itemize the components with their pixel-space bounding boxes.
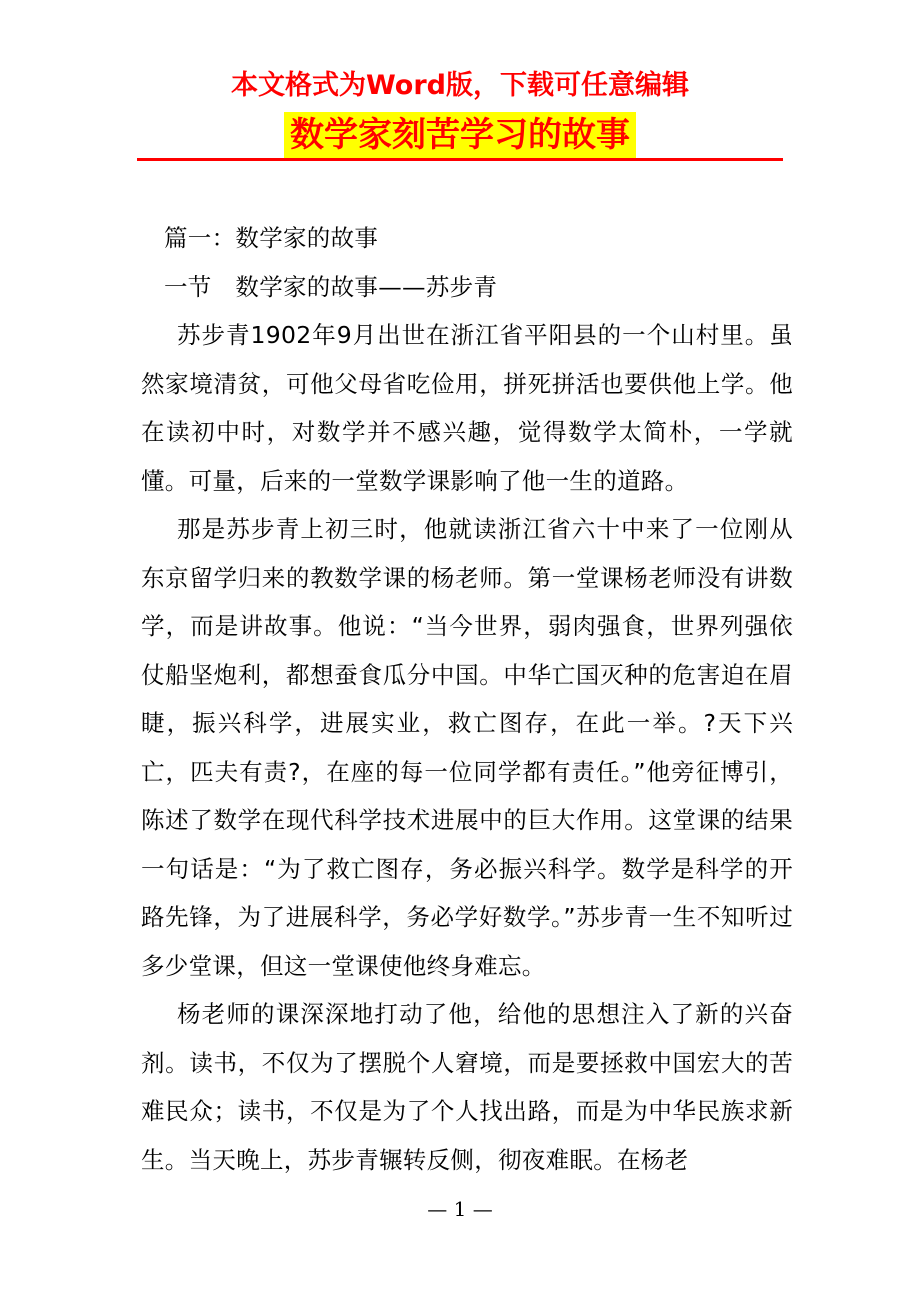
title-container xyxy=(0,112,920,158)
paragraph-2: 那是苏步青上初三时，他就读浙江省六十中来了一位刚从东京留学归来的教数学课的杨老师。第一堂课杨老师没有讲数学，而是讲故事。他说：“当今世界，弱肉强食，世界列强依仗船坚炮利，都想蚕食瓜分中国。中华亡国灭种的危害迫在眉睫，振兴科学，进展实业，救亡图存，在此一举。?天下兴亡，匹夫有责?，在座的每一位同学都有责任。”他旁征博引，陈述了数学在现代科学技术进展中的巨大作用。这堂课的结果一句话是：“为了救亡图存，务必振兴科学。数学是科学的开路先锋，为了进展科学，务必学好数学。”苏步青一生不知听过多少堂课，但这一堂课使他终身难忘。 xyxy=(141,515,793,980)
paragraph-3: 杨老师的课深深地打动了他，给他的思想注入了新的兴奋剂。读书，不仅为了摆脱个人窘境，而是要拯救中国宏大的苦难民众；读书，不仅是为了个人找出路，而是为中华民族求新生。当天晚上，苏步青辗转反侧，彻夜难眠。在杨老 xyxy=(141,1000,793,1174)
title-divider xyxy=(137,158,783,161)
format-notice-banner: 本文格式为Word版，下载可任意编辑 xyxy=(230,70,689,101)
document-title: 数学家刻苦学习的故事 xyxy=(284,112,636,158)
page-number: — 1 — xyxy=(427,1197,493,1221)
document-body xyxy=(141,214,793,1184)
subsection-heading: 一节 数学家的故事——苏步青 xyxy=(164,272,498,301)
section-heading: 篇一：数学家的故事 xyxy=(164,224,379,252)
paragraph-1: 苏步青1902年9月出世在浙江省平阳县的一个山村里。虽然家境清贫，可他父母省吃俭用，拼死拼活也要供他上学。他在读初中时，对数学并不感兴趣，觉得数学太简朴，一学就懂。可量，后来的一堂数学课影响了他一生的道路。 xyxy=(141,321,793,495)
